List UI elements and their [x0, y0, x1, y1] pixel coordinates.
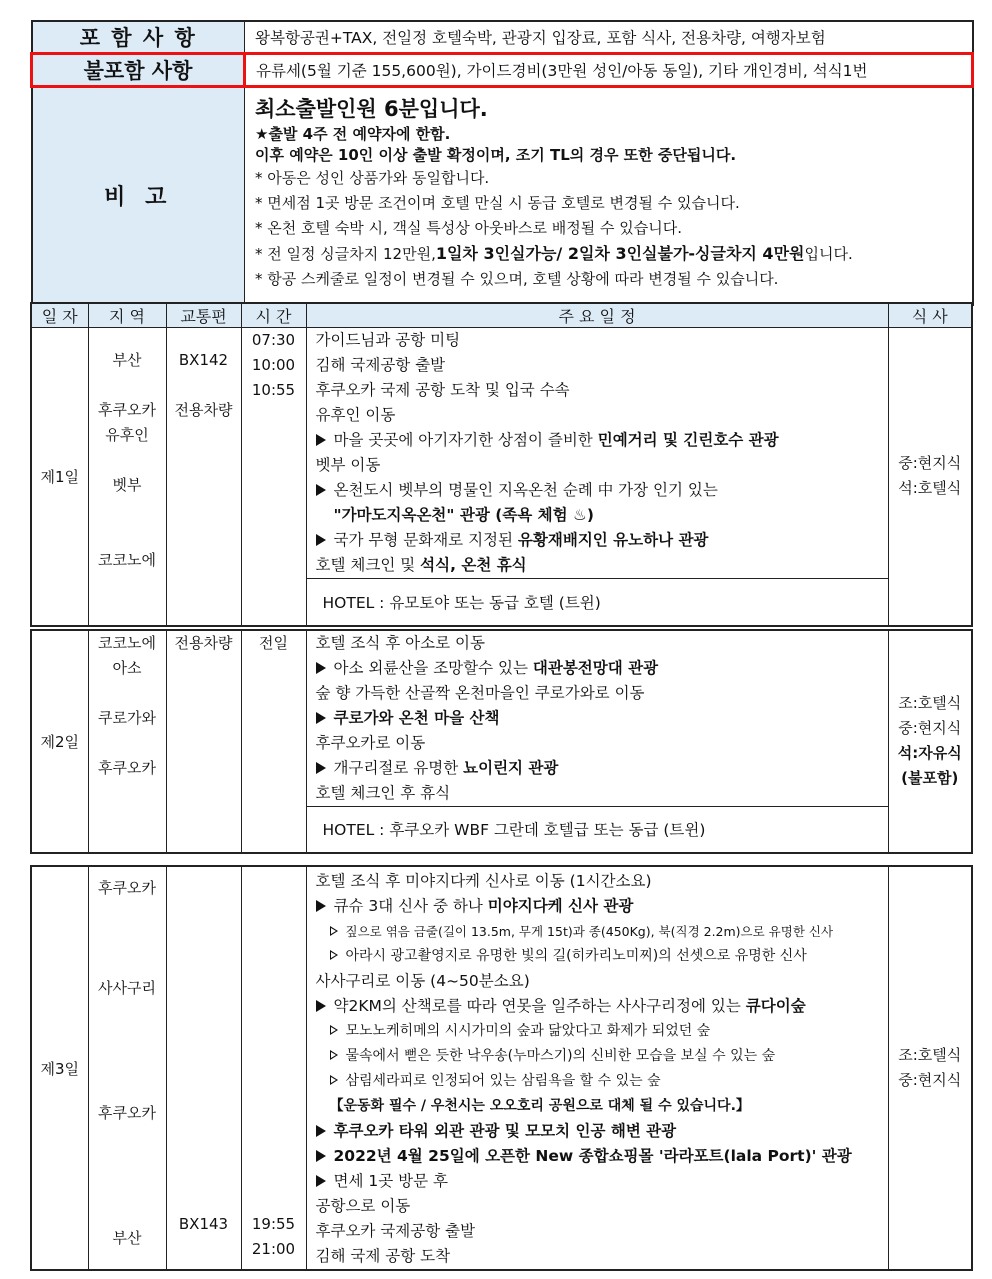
day2-table — [30, 629, 973, 854]
arrow-right-icon — [316, 712, 326, 724]
note-single: * 전 일정 싱글차지 12만원,1일차 3인실가능/ 2일차 3인실불가-싱글차지 4만원입니다. — [255, 244, 853, 263]
remarks-cell — [245, 87, 973, 305]
arrow-right-icon — [316, 1125, 326, 1137]
day3-regions: 후쿠오카 사사구리 후쿠오카 부산 — [88, 866, 166, 1270]
day2-hotel: HOTEL : 후쿠오카 WBF 그란데 호텔급 또는 동급 (트윈) — [306, 807, 888, 853]
note-item: * 온천 호텔 숙박 시, 객실 특성상 아웃바스로 배정될 수 있습니다. — [255, 219, 682, 237]
arrow-right-icon — [316, 534, 326, 546]
header-time: 시 간 — [241, 303, 306, 328]
include-text: 왕복항공권+TAX, 전일정 호텔숙박, 관광지 입장료, 포함 식사, 전용차량, 여행자보험 — [245, 21, 973, 54]
outline-arrow-icon — [330, 1050, 338, 1060]
day3-meals: 조:호텔식 중:현지식 — [888, 866, 972, 1270]
day3-transport: BX143 — [166, 866, 241, 1270]
header-day: 일 자 — [31, 303, 88, 328]
outline-arrow-icon — [330, 950, 338, 960]
header-transport: 교통편 — [166, 303, 241, 328]
remarks-after: 이후 예약은 10인 이상 출발 확정이며, 조기 TL의 경우 또한 중단됩니다. — [255, 146, 737, 164]
arrow-right-icon — [316, 1000, 326, 1012]
header-region: 지 역 — [88, 303, 166, 328]
day3-times: 19:55 21:00 — [241, 866, 306, 1270]
outline-arrow-icon — [330, 1075, 338, 1085]
arrow-right-icon — [316, 1175, 326, 1187]
day2-time: 전일 — [241, 630, 306, 853]
remarks-star: ★출발 4주 전 예약자에 한함. — [255, 125, 451, 143]
outline-arrow-icon — [330, 926, 338, 936]
remarks-label: 비 고 — [32, 87, 245, 305]
day1-transports: BX142 전용차량 — [166, 328, 241, 626]
arrow-right-icon — [316, 1150, 326, 1162]
day2-schedule: 호텔 조식 후 아소로 이동 아소 외륜산을 조망할수 있는 대관봉전망대 관광 숲 향 가득한 산골짝 온천마을인 쿠로가와로 이동 쿠로가와 온천 마을 산책 후쿠오카로 이동 개구리절로 유명한 뇨이린지 관광 호텔 체크인 후 휴식 — [306, 630, 888, 807]
day3-table — [30, 865, 973, 1271]
arrow-right-icon — [316, 762, 326, 774]
day1-label: 제1일 — [31, 328, 88, 626]
arrow-right-icon — [316, 434, 326, 446]
day1-hotel: HOTEL : 유모토야 또는 동급 호텔 (트윈) — [306, 579, 888, 626]
day2-meals: 조:호텔식 중:현지식 석:자유식 (불포함) — [888, 630, 972, 853]
note-item: * 면세점 1곳 방문 조건이며 호텔 만실 시 동급 호텔로 변경될 수 있습니다. — [255, 194, 740, 212]
day3-label: 제3일 — [31, 866, 88, 1270]
day2-transport: 전용차량 — [166, 630, 241, 853]
arrow-right-icon — [316, 900, 326, 912]
arrow-right-icon — [316, 484, 326, 496]
day1-table — [30, 302, 973, 627]
note-item: * 항공 스케줄로 일정이 변경될 수 있으며, 호텔 상황에 따라 변경될 수 있습니다. — [255, 270, 779, 288]
header-meal: 식 사 — [888, 303, 972, 328]
note-item: * 아동은 성인 상품가와 동일합니다. — [255, 169, 490, 187]
include-label: 포 함 사 항 — [32, 21, 245, 54]
day2-label: 제2일 — [31, 630, 88, 853]
day3-schedule: 호텔 조식 후 미야지다케 신사로 이동 (1시간소요) 큐슈 3대 신사 중 하나 미야지다케 신사 관광 짚으로 엮음 금줄(길이 13.5m, 무게 15t)과 종(450Kg), 북(직경 2.2m)으로 유명한 신사 아라시 광고촬영지로 유명한 빛의 길(히카리노미찌)의 선셋으로 유명한 신사 사사구리로 이동 (4~50분소요) 약2KM의 산책로를 따라 연못을 일주하는 사사구리정에 있는 큐다이숲 모노노케히메의 시시가미의 숲과 닮았다고 화제가 되었던 숲 물속에서 뻗은 듯한 낙우송(누마스기)의 신비한 모습을 보실 수 있는 숲 삼림세라피로 인정되어 있는 삼림욕을 할 수 있는 숲 【운동화 필수 / 우천시는 오오호리 공원으로 대체 될 수 있습니다.】 후쿠오카 타워 외관 관광 및 모모치 인공 해변 관광 2022년 4월 25일에 오픈한 New 종합쇼핑몰 '라라포트(lala Port)' 관광 면세 1곳 방문 후 공항으로 이동 후쿠오카 국제공항 출발 김해 국제 공항 도착 — [306, 866, 888, 1270]
day1-meals: 중:현지식 석:호텔식 — [888, 328, 972, 626]
remarks-title: 최소출발인원 6분입니다. — [255, 97, 488, 121]
day1-times: 07:30 10:00 10:55 — [241, 328, 306, 626]
exclude-text: 유류세(5월 기준 155,600원), 가이드경비(3만원 성인/아동 동일), 기타 개인경비, 석식1번 — [245, 54, 973, 87]
day1-regions: 부산 후쿠오카 유후인 벳부 코코노에 — [88, 328, 166, 626]
day2-regions: 코코노에 아소 쿠로가와 후쿠오카 — [88, 630, 166, 853]
header-schedule: 주 요 일 정 — [306, 303, 888, 328]
info-table — [30, 20, 974, 306]
exclude-label: 불포함 사항 — [32, 54, 245, 87]
outline-arrow-icon — [330, 1025, 338, 1035]
schedule-header — [31, 303, 972, 328]
day1-schedule: 가이드님과 공항 미팅 김해 국제공항 출발 후쿠오카 국제 공항 도착 및 입국 수속 유후인 이동 마을 곳곳에 아기자기한 상점이 즐비한 민예거리 및 긴린호수 관광 벳부 이동 온천도시 벳부의 명물인 지옥온천 순례 中 가장 인기 있는 "가마도지옥온천" 관광 (족욕 체험 ♨) 국가 무형 문화재로 지정된 유황재배지인 유노하나 관광 호텔 체크인 및 석식, 온천 휴식 — [306, 328, 888, 579]
arrow-right-icon — [316, 662, 326, 674]
